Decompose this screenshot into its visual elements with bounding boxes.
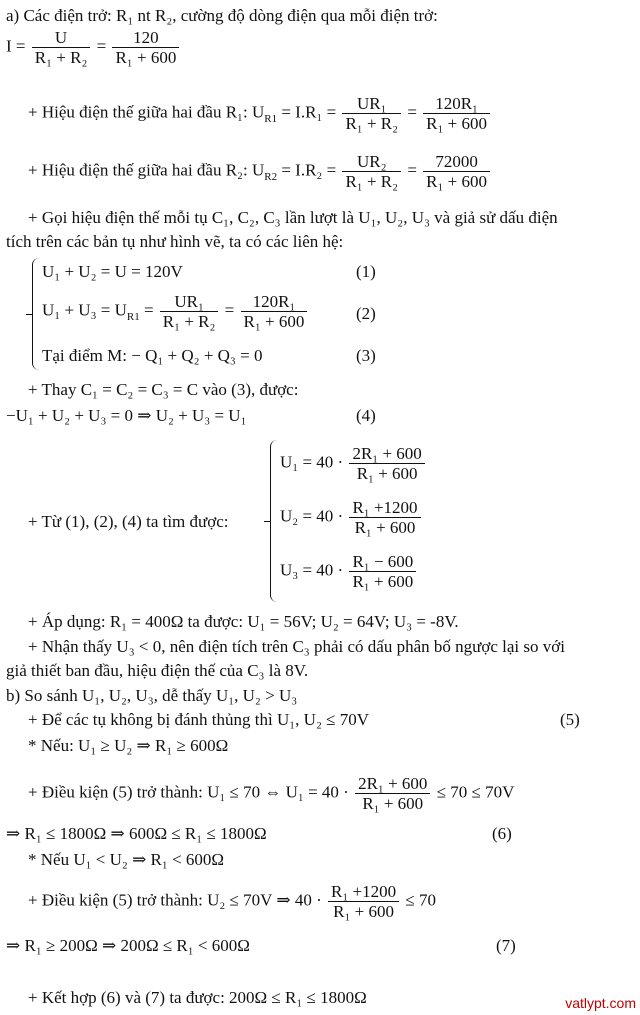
- case-2: * Nếu U₁ < U₂ ⇒ R₁ < 600Ω: [28, 850, 225, 869]
- denominator: R₁ + R₂: [345, 172, 399, 191]
- fraction: [355, 774, 430, 813]
- equals-sign: =: [139, 300, 154, 320]
- equation-4: −U₁ + U₂ + U₃ = 0 ⇒ U₂ + U₃ = U₁: [6, 406, 247, 425]
- numerator: R₁ − 600: [349, 552, 416, 572]
- denominator: R₁ + 600: [352, 572, 414, 591]
- case-2-result: ⇒ R₁ ≥ 200Ω ⇒ 200Ω ≤ R₁ < 600Ω: [6, 936, 250, 955]
- numerator: UR₁: [342, 94, 401, 114]
- fraction: [160, 292, 219, 331]
- denominator: R₁ + 600: [354, 518, 416, 537]
- denominator: R₁ + 600: [362, 794, 424, 813]
- voltage-r2-mid: = I.R₂ =: [277, 160, 337, 180]
- solution-u3: [280, 552, 418, 591]
- fraction: [349, 498, 420, 537]
- fraction: [349, 552, 416, 591]
- denominator: R₁ + 600: [356, 464, 418, 483]
- denominator: R₁ + R₂: [34, 48, 88, 67]
- fraction: [423, 152, 490, 191]
- case-1-condition-tail: ≤ 70 ≤ 70V: [436, 782, 515, 802]
- equation-3-tag: (3): [356, 346, 376, 365]
- denominator: R₁ + 600: [243, 312, 305, 331]
- numerator: UR₁: [160, 292, 219, 312]
- case-1-result: ⇒ R₁ ≤ 1800Ω ⇒ 600Ω ≤ R₁ ≤ 1800Ω: [6, 824, 267, 843]
- apply-line: + Áp dụng: R₁ = 400Ω ta được: U₁ = 56V; U₂ = 64V; U₃ = -8V.: [28, 612, 459, 631]
- subscript: R2: [264, 170, 278, 183]
- fraction: [241, 292, 308, 331]
- voltage-r1-line: [28, 94, 492, 133]
- denominator: R₁ + 600: [426, 114, 488, 133]
- equation-2-lhs: U₁ + U₃ = U: [42, 300, 127, 320]
- case-2-condition: [28, 882, 436, 921]
- case-2-condition-text: + Điều kiện (5) trở thành: U₂ ≤ 70V ⇒ 40 ·: [28, 890, 322, 910]
- part-a-intro: a) Các điện trở: R₁ nt R₂, cường độ dòng điện qua mỗi điện trở:: [6, 6, 438, 25]
- equation-1: U₁ + U₂ = U = 120V: [42, 262, 183, 281]
- equation-3: Tại điểm M: − Q₁ + Q₂ + Q₃ = 0: [42, 346, 263, 365]
- equation-2: [42, 292, 309, 331]
- numerator: 2R₁ + 600: [355, 774, 430, 794]
- fraction: [349, 444, 424, 483]
- subscript: R1: [126, 310, 140, 323]
- current-formula: [6, 28, 181, 67]
- numerator: 120R₁: [423, 94, 490, 114]
- equation-1-tag: (1): [356, 262, 376, 281]
- result-6-tag: (6): [492, 824, 512, 843]
- equation-2-tag: (2): [356, 304, 376, 323]
- equals-sign: =: [407, 160, 417, 180]
- condition-5-tag: (5): [560, 710, 580, 729]
- equation-4-tag: (4): [356, 406, 376, 425]
- numerator: 2R₁ + 600: [349, 444, 424, 464]
- denominator: R₁ + R₂: [345, 114, 399, 133]
- part-b-intro: b) So sánh U₁, U₂, U₃, dễ thấy U₁, U₂ > U₃: [6, 686, 298, 705]
- note-line-cont: giả thiết ban đầu, hiệu điện thế của C₃ là 8V.: [6, 661, 309, 680]
- denominator: R₁ + 600: [426, 172, 488, 191]
- numerator: UR₂: [342, 152, 401, 172]
- denominator: R₁ + 600: [115, 48, 177, 67]
- fraction: [423, 94, 490, 133]
- numerator: 120R₁: [241, 292, 308, 312]
- solution-u2: [280, 498, 423, 537]
- voltage-r2-label: + Hiệu điện thế giữa hai đầu R₂: U: [28, 160, 265, 180]
- watermark: vatlypt.com: [565, 995, 636, 1011]
- case-1: * Nếu: U₁ ≥ U₂ ⇒ R₁ ≥ 600Ω: [28, 736, 229, 755]
- numerator: 120: [112, 28, 179, 48]
- case-2-condition-tail: ≤ 70: [405, 890, 436, 910]
- result-7-tag: (7): [496, 936, 516, 955]
- solution-u1-lhs: U₁ = 40 ·: [280, 452, 344, 472]
- capacitor-intro: + Gọi hiệu điện thế mỗi tụ C₁, C₂, C₃ lần lượt là U₁, U₂, U₃ và giả sử dấu điện: [28, 208, 558, 227]
- capacitor-intro-cont: tích trên các bản tụ như hình vẽ, ta có các liên hệ:: [6, 232, 344, 251]
- numerator: R₁ +1200: [349, 498, 420, 518]
- voltage-r1-label: + Hiệu điện thế giữa hai đầu R₁: U: [28, 102, 265, 122]
- fraction: [342, 152, 401, 191]
- subscript: R1: [264, 112, 278, 125]
- solution-brace: [270, 440, 277, 602]
- system-brace: [32, 258, 39, 370]
- current-lhs: I =: [6, 36, 26, 56]
- case-1-condition: [28, 774, 514, 813]
- solution-u1: [280, 444, 427, 483]
- fraction: [342, 94, 401, 133]
- case-1-condition-text: + Điều kiện (5) trở thành: U₁ ≤ 70 ⇔ U₁ = 40 ·: [28, 782, 349, 802]
- breakdown-condition: + Để các tụ không bị đánh thủng thì U₁, U₂ ≤ 70V: [28, 710, 369, 729]
- equals-sign: =: [96, 36, 107, 56]
- equals-sign: =: [407, 102, 417, 122]
- fraction: [328, 882, 399, 921]
- denominator: R₁ + R₂: [162, 312, 216, 331]
- fraction: [32, 28, 91, 67]
- final-result: + Kết hợp (6) và (7) ta được: 200Ω ≤ R₁ ≤ 1800Ω: [28, 988, 367, 1007]
- voltage-r2-line: [28, 152, 492, 191]
- numerator: U: [32, 28, 91, 48]
- solve-line: + Từ (1), (2), (4) ta tìm được:: [28, 512, 229, 531]
- fraction: [112, 28, 179, 67]
- note-line: + Nhận thấy U₃ < 0, nên điện tích trên C₃ phải có dấu phân bố ngược lại so với: [28, 637, 565, 656]
- equals-sign: =: [224, 300, 235, 320]
- numerator: 72000: [423, 152, 490, 172]
- substitution-line: + Thay C₁ = C₂ = C₃ = C vào (3), được:: [28, 380, 299, 399]
- denominator: R₁ + 600: [333, 902, 394, 921]
- solution-u3-lhs: U₃ = 40 ·: [280, 560, 344, 580]
- numerator: R₁ +1200: [328, 882, 399, 902]
- voltage-r1-mid: = I.R₁ =: [277, 102, 337, 122]
- solution-u2-lhs: U₂ = 40 ·: [280, 506, 344, 526]
